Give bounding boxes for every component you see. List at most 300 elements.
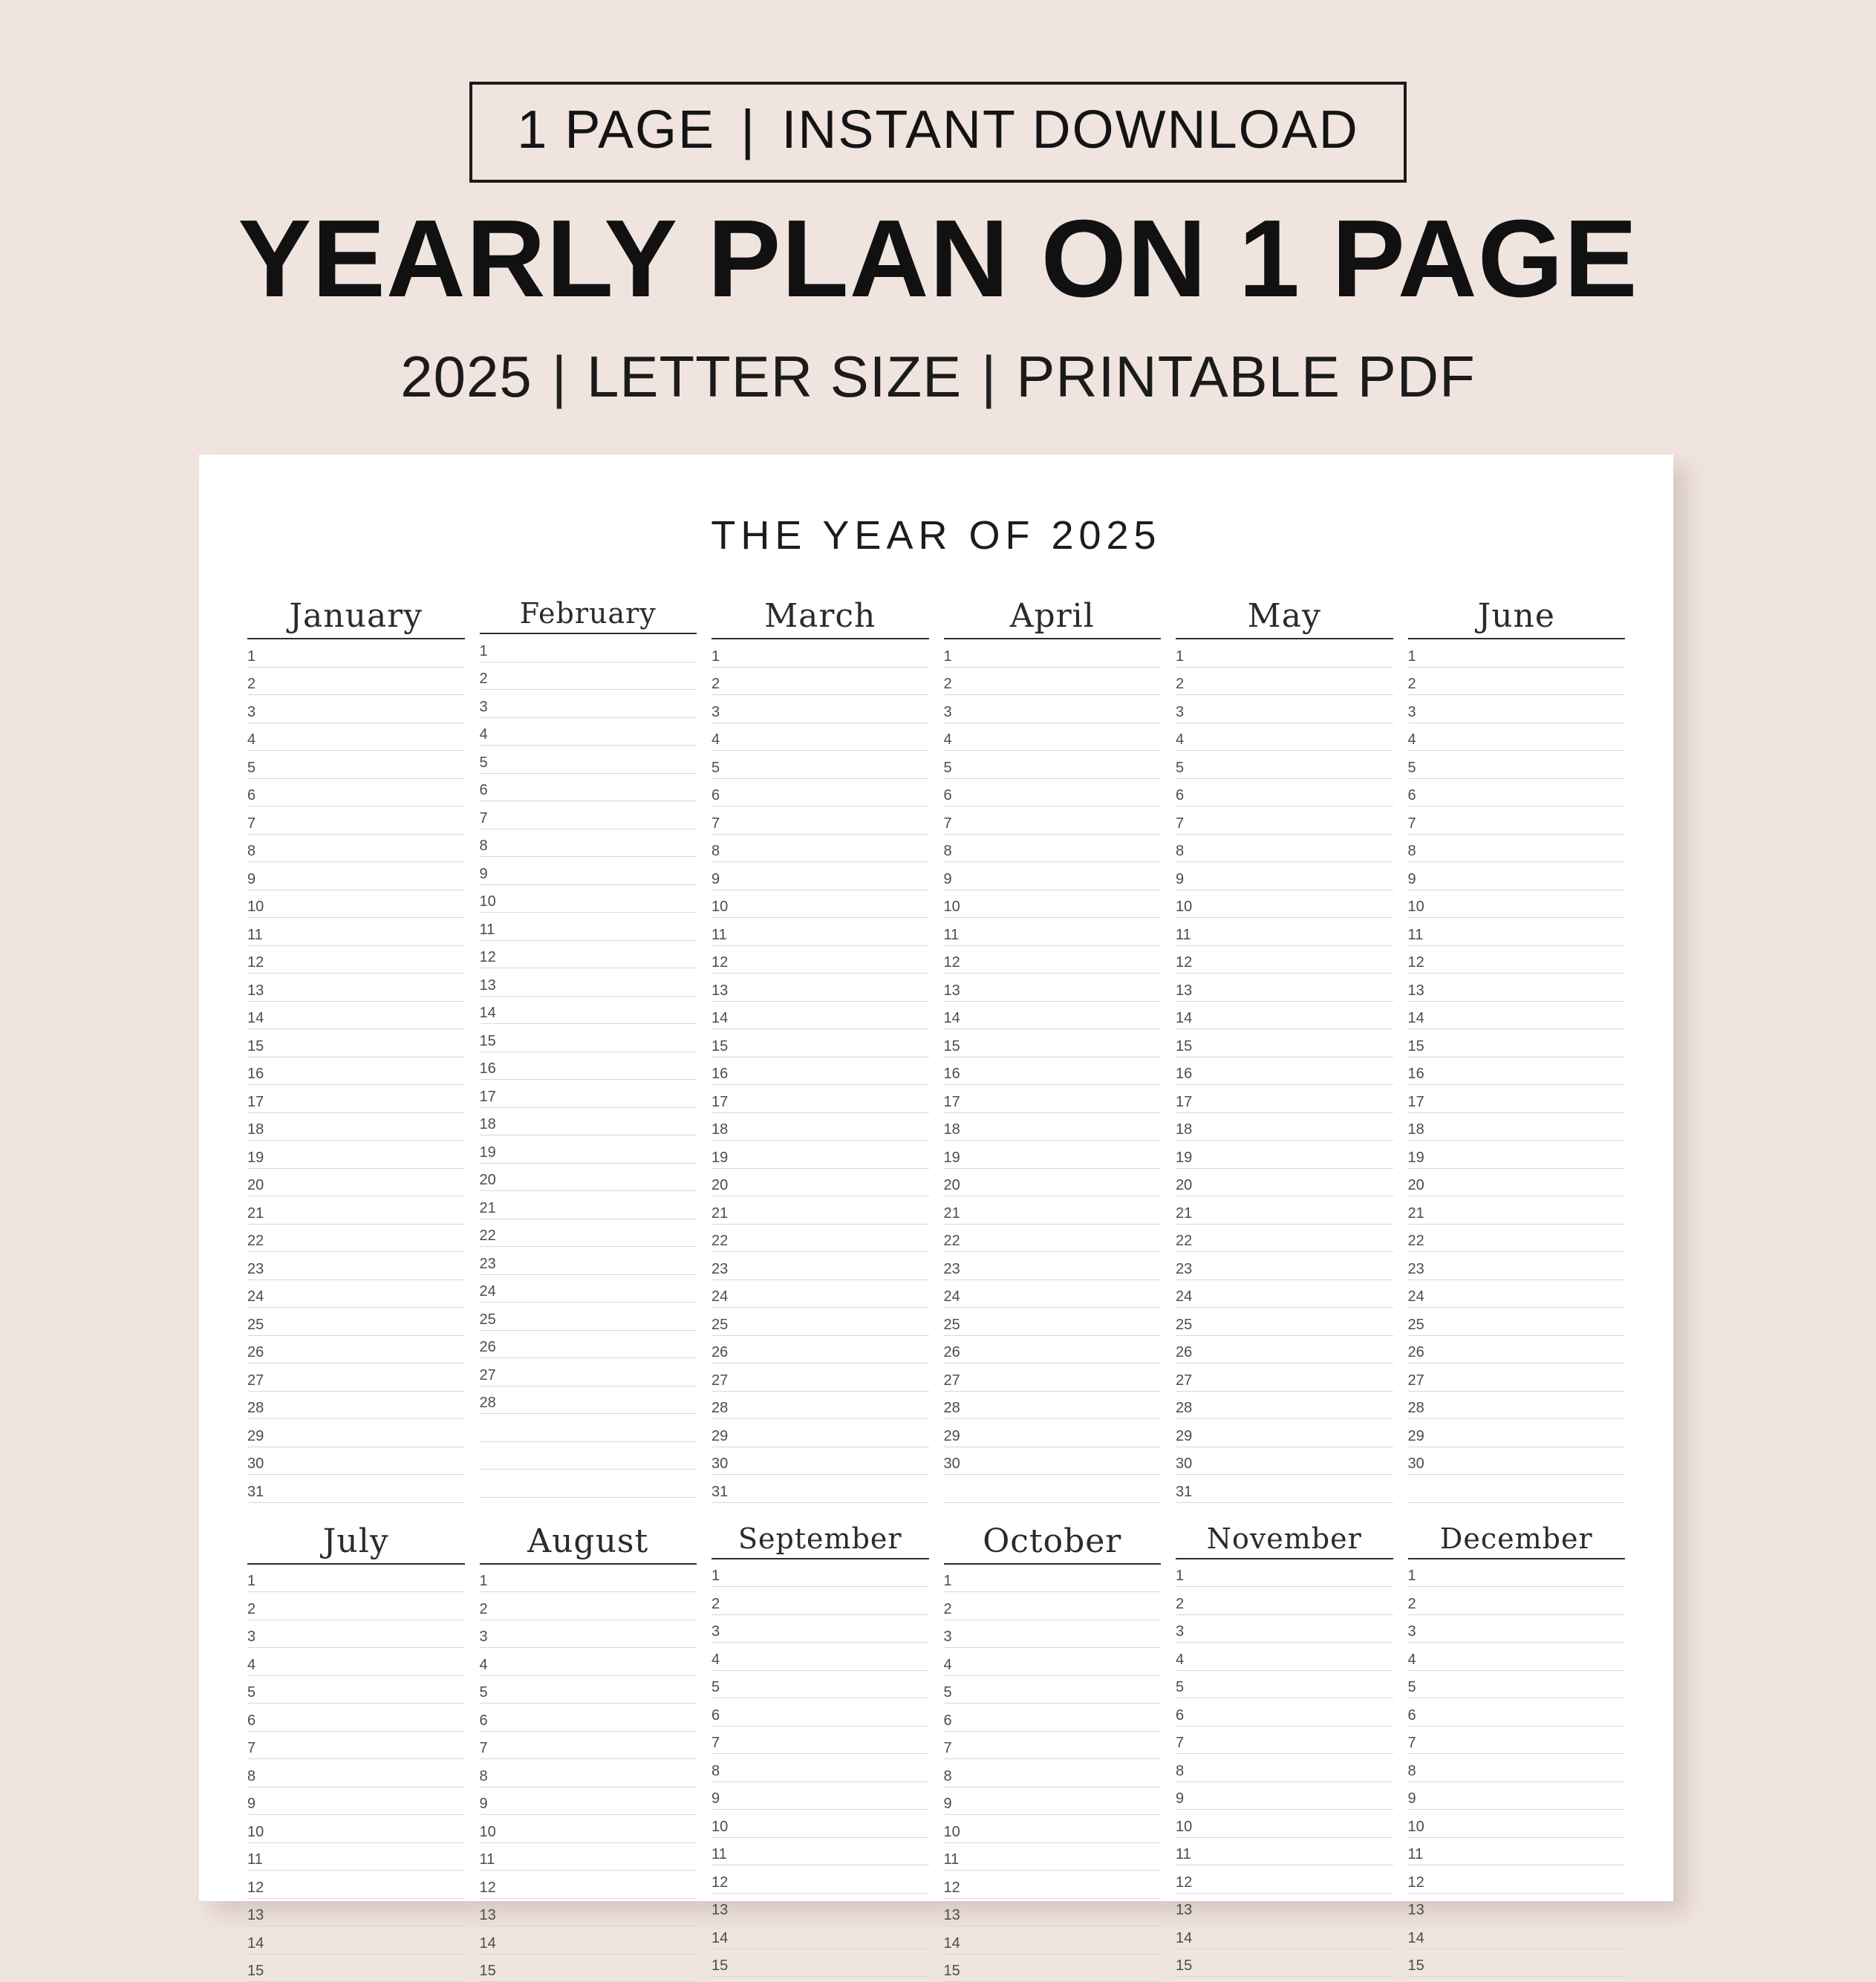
- day-number: 22: [711, 1233, 737, 1251]
- day-row[interactable]: [1408, 1810, 1626, 1838]
- day-number: 5: [1408, 1680, 1433, 1698]
- day-row[interactable]: [247, 1759, 465, 1787]
- day-row[interactable]: [711, 1252, 929, 1280]
- day-row[interactable]: [480, 746, 697, 774]
- day-row[interactable]: [944, 1002, 1162, 1030]
- promo-badge-box: [469, 82, 1406, 183]
- day-row[interactable]: [247, 890, 465, 919]
- day-row[interactable]: [1176, 1782, 1393, 1810]
- day-row[interactable]: [1176, 1336, 1393, 1364]
- day-row[interactable]: [944, 668, 1162, 696]
- day-row[interactable]: [247, 806, 465, 835]
- day-row[interactable]: [711, 1419, 929, 1447]
- day-row[interactable]: [711, 1894, 929, 1922]
- day-row[interactable]: [247, 1336, 465, 1364]
- day-row[interactable]: [480, 857, 697, 885]
- day-row[interactable]: [711, 806, 929, 835]
- day-row[interactable]: [1408, 1392, 1626, 1420]
- day-row[interactable]: [1408, 1029, 1626, 1057]
- day-row[interactable]: [1408, 1754, 1626, 1782]
- day-row[interactable]: [480, 1219, 697, 1248]
- day-number: 15: [1408, 1958, 1433, 1976]
- day-row[interactable]: [711, 1838, 929, 1866]
- day-row[interactable]: [247, 1169, 465, 1197]
- day-row[interactable]: [1176, 1615, 1393, 1643]
- day-row[interactable]: [711, 1196, 929, 1225]
- day-row[interactable]: [247, 1196, 465, 1225]
- day-row[interactable]: [1408, 1363, 1626, 1392]
- day-row[interactable]: [1176, 862, 1393, 890]
- day-row[interactable]: [1408, 1698, 1626, 1727]
- day-row[interactable]: [711, 1727, 929, 1755]
- day-number: 31: [711, 1484, 737, 1502]
- day-row[interactable]: [944, 835, 1162, 863]
- day-row[interactable]: [711, 668, 929, 696]
- day-row[interactable]: [944, 1336, 1162, 1364]
- day-row[interactable]: [944, 1620, 1162, 1649]
- day-row[interactable]: [1408, 1225, 1626, 1253]
- day-row[interactable]: [944, 639, 1162, 668]
- day-row[interactable]: [1176, 1252, 1393, 1280]
- day-row[interactable]: [1408, 1002, 1626, 1030]
- day-row[interactable]: [711, 862, 929, 890]
- day-row[interactable]: [711, 1141, 929, 1169]
- day-row[interactable]: [711, 1865, 929, 1894]
- day-number: 24: [711, 1289, 737, 1307]
- day-row[interactable]: [480, 1135, 697, 1164]
- day-row[interactable]: [1176, 946, 1393, 974]
- day-row[interactable]: [480, 968, 697, 997]
- day-row[interactable]: [480, 1080, 697, 1108]
- day-row[interactable]: [1408, 723, 1626, 752]
- day-row[interactable]: [1408, 639, 1626, 668]
- day-row[interactable]: [1408, 1643, 1626, 1671]
- day-row[interactable]: [247, 779, 465, 807]
- day-row[interactable]: [711, 1113, 929, 1141]
- day-row[interactable]: [1176, 1727, 1393, 1755]
- day-number: 27: [480, 1368, 505, 1386]
- day-row[interactable]: [480, 1926, 697, 1955]
- day-row[interactable]: [480, 1331, 697, 1359]
- day-row[interactable]: [944, 1565, 1162, 1593]
- day-row[interactable]: [1176, 1587, 1393, 1615]
- day-row[interactable]: [711, 1921, 929, 1949]
- day-row[interactable]: [480, 1275, 697, 1303]
- day-row[interactable]: [480, 1108, 697, 1136]
- day-row[interactable]: [247, 1280, 465, 1308]
- day-row[interactable]: [1408, 1280, 1626, 1308]
- day-row[interactable]: [1408, 1865, 1626, 1894]
- day-row[interactable]: [1176, 890, 1393, 919]
- day-row[interactable]: [711, 1559, 929, 1588]
- day-row[interactable]: [1408, 668, 1626, 696]
- day-row[interactable]: [944, 1029, 1162, 1057]
- day-row[interactable]: [1408, 1141, 1626, 1169]
- day-row[interactable]: [480, 801, 697, 829]
- day-row[interactable]: [480, 718, 697, 746]
- day-row[interactable]: [1176, 974, 1393, 1002]
- day-row[interactable]: [711, 1754, 929, 1782]
- day-row[interactable]: [1176, 695, 1393, 723]
- day-row[interactable]: [944, 1225, 1162, 1253]
- day-row[interactable]: [1176, 1280, 1393, 1308]
- day-row[interactable]: [1176, 639, 1393, 668]
- day-row[interactable]: [1408, 1727, 1626, 1755]
- day-row[interactable]: [247, 974, 465, 1002]
- day-number: 24: [1408, 1289, 1433, 1307]
- day-row[interactable]: [944, 1141, 1162, 1169]
- day-row[interactable]: [480, 1358, 697, 1386]
- day-row[interactable]: [944, 1419, 1162, 1447]
- day-number: 11: [480, 1852, 505, 1870]
- day-row[interactable]: [711, 1225, 929, 1253]
- day-row[interactable]: [1408, 1559, 1626, 1588]
- day-row[interactable]: [1176, 1029, 1393, 1057]
- day-row[interactable]: [1408, 974, 1626, 1002]
- day-row[interactable]: [247, 1704, 465, 1732]
- day-row[interactable]: [480, 1704, 697, 1732]
- day-row[interactable]: [944, 1732, 1162, 1760]
- day-row[interactable]: [247, 1648, 465, 1676]
- day-row[interactable]: [1408, 1085, 1626, 1113]
- day-row[interactable]: [711, 1475, 929, 1503]
- day-row[interactable]: [480, 1676, 697, 1704]
- day-row[interactable]: [1408, 1921, 1626, 1949]
- day-row[interactable]: [1408, 1169, 1626, 1197]
- day-row[interactable]: [1176, 1754, 1393, 1782]
- day-row[interactable]: [1408, 1252, 1626, 1280]
- day-row[interactable]: [711, 946, 929, 974]
- day-row[interactable]: [944, 723, 1162, 752]
- day-row[interactable]: [247, 1252, 465, 1280]
- day-row[interactable]: [480, 1732, 697, 1760]
- day-row[interactable]: [247, 1843, 465, 1871]
- day-row[interactable]: [247, 695, 465, 723]
- day-row[interactable]: [711, 695, 929, 723]
- day-row[interactable]: [711, 723, 929, 752]
- day-row[interactable]: [1176, 1475, 1393, 1503]
- day-row[interactable]: [480, 774, 697, 802]
- day-row[interactable]: [1408, 1113, 1626, 1141]
- day-row[interactable]: [247, 1871, 465, 1899]
- day-row[interactable]: [1176, 1392, 1393, 1420]
- day-row[interactable]: [944, 1899, 1162, 1927]
- day-row[interactable]: [1176, 1643, 1393, 1671]
- day-row[interactable]: [1176, 1838, 1393, 1866]
- day-row[interactable]: [1176, 1363, 1393, 1392]
- day-row[interactable]: [944, 1648, 1162, 1676]
- day-row[interactable]: [247, 862, 465, 890]
- day-row[interactable]: [480, 1787, 697, 1816]
- day-row[interactable]: [1176, 1002, 1393, 1030]
- day-row[interactable]: [711, 1308, 929, 1336]
- day-row[interactable]: [711, 1002, 929, 1030]
- day-row[interactable]: [1176, 1894, 1393, 1922]
- day-row[interactable]: [1176, 1113, 1393, 1141]
- day-row[interactable]: [711, 1280, 929, 1308]
- day-row[interactable]: [944, 1196, 1162, 1225]
- day-row[interactable]: [1176, 1671, 1393, 1699]
- day-row[interactable]: [944, 974, 1162, 1002]
- day-number: 25: [247, 1317, 273, 1335]
- day-row[interactable]: [247, 1057, 465, 1086]
- day-number: 9: [944, 872, 969, 890]
- day-row[interactable]: [247, 1447, 465, 1476]
- day-row[interactable]: [944, 1252, 1162, 1280]
- day-row[interactable]: [247, 1926, 465, 1955]
- day-number: 19: [711, 1150, 737, 1168]
- day-row[interactable]: [247, 1955, 465, 1982]
- day-row[interactable]: [1176, 1169, 1393, 1197]
- day-row[interactable]: [247, 946, 465, 974]
- day-row[interactable]: [944, 806, 1162, 835]
- day-row[interactable]: [944, 1676, 1162, 1704]
- day-row[interactable]: [944, 1113, 1162, 1141]
- day-row[interactable]: [1408, 1615, 1626, 1643]
- day-row[interactable]: [480, 1899, 697, 1927]
- day-row[interactable]: [480, 1386, 697, 1415]
- day-row[interactable]: [711, 918, 929, 946]
- day-row[interactable]: [480, 885, 697, 913]
- day-row[interactable]: [944, 1057, 1162, 1086]
- day-row[interactable]: [711, 1085, 929, 1113]
- day-row[interactable]: [247, 668, 465, 696]
- day-number: 17: [480, 1089, 505, 1107]
- day-row[interactable]: [711, 1447, 929, 1476]
- day-row[interactable]: [711, 1810, 929, 1838]
- day-row[interactable]: [711, 1336, 929, 1364]
- day-row[interactable]: [247, 723, 465, 752]
- day-row[interactable]: [1408, 806, 1626, 835]
- day-row[interactable]: [944, 1926, 1162, 1955]
- day-number: 14: [1408, 1011, 1433, 1029]
- day-row[interactable]: [1176, 1085, 1393, 1113]
- day-row[interactable]: [247, 1419, 465, 1447]
- day-row[interactable]: [247, 1815, 465, 1843]
- day-row[interactable]: [1176, 1559, 1393, 1588]
- day-row[interactable]: [711, 835, 929, 863]
- day-row[interactable]: [1408, 1419, 1626, 1447]
- day-row[interactable]: [711, 1782, 929, 1810]
- day-row[interactable]: [1176, 1419, 1393, 1447]
- day-row[interactable]: [711, 890, 929, 919]
- day-row[interactable]: [480, 1164, 697, 1192]
- day-row[interactable]: [711, 1949, 929, 1978]
- day-row[interactable]: [247, 1475, 465, 1503]
- month-name: April: [944, 597, 1162, 639]
- day-row[interactable]: [944, 918, 1162, 946]
- day-row[interactable]: [480, 1759, 697, 1787]
- day-row[interactable]: [1176, 835, 1393, 863]
- day-row[interactable]: [480, 1191, 697, 1219]
- day-row[interactable]: [247, 1363, 465, 1392]
- day-row[interactable]: [1176, 1865, 1393, 1894]
- day-row[interactable]: [944, 1363, 1162, 1392]
- day-row[interactable]: [1176, 1810, 1393, 1838]
- day-row[interactable]: [1408, 835, 1626, 863]
- day-row[interactable]: [247, 1565, 465, 1593]
- day-row[interactable]: [1408, 1587, 1626, 1615]
- day-row[interactable]: [480, 941, 697, 969]
- day-row[interactable]: [1408, 695, 1626, 723]
- day-row[interactable]: [247, 1308, 465, 1336]
- day-row[interactable]: [1408, 1838, 1626, 1866]
- day-number: 4: [944, 1657, 969, 1675]
- day-row[interactable]: [1176, 668, 1393, 696]
- day-row[interactable]: [944, 1392, 1162, 1420]
- day-row[interactable]: [944, 1447, 1162, 1476]
- day-number: 27: [944, 1373, 969, 1391]
- day-row[interactable]: [1408, 1336, 1626, 1364]
- day-row[interactable]: [1176, 1698, 1393, 1727]
- day-number: 5: [247, 760, 273, 778]
- day-number: 11: [944, 1852, 969, 1870]
- day-row[interactable]: [480, 829, 697, 858]
- day-row[interactable]: [944, 1815, 1162, 1843]
- day-row[interactable]: [944, 1308, 1162, 1336]
- day-row[interactable]: [711, 1615, 929, 1643]
- day-number: 1: [480, 1574, 505, 1591]
- day-row[interactable]: [247, 835, 465, 863]
- day-row[interactable]: [1176, 723, 1393, 752]
- day-row[interactable]: [1408, 946, 1626, 974]
- day-row[interactable]: [247, 1592, 465, 1620]
- day-row[interactable]: [1408, 1308, 1626, 1336]
- day-row[interactable]: [247, 1732, 465, 1760]
- day-row[interactable]: [1176, 1447, 1393, 1476]
- day-row[interactable]: [1408, 779, 1626, 807]
- day-row[interactable]: [480, 1247, 697, 1275]
- day-row[interactable]: [944, 946, 1162, 974]
- day-row[interactable]: [247, 1899, 465, 1927]
- day-row[interactable]: [247, 1002, 465, 1030]
- day-row[interactable]: [944, 751, 1162, 779]
- day-row[interactable]: [480, 634, 697, 662]
- day-row[interactable]: [480, 1648, 697, 1676]
- day-row[interactable]: [711, 779, 929, 807]
- day-row[interactable]: [1408, 1782, 1626, 1810]
- day-row[interactable]: [247, 751, 465, 779]
- day-row[interactable]: [480, 1843, 697, 1871]
- day-row[interactable]: [944, 1843, 1162, 1871]
- day-row[interactable]: [944, 1280, 1162, 1308]
- day-row[interactable]: [944, 1787, 1162, 1816]
- day-row[interactable]: [247, 1029, 465, 1057]
- day-row[interactable]: [711, 974, 929, 1002]
- day-row[interactable]: [1176, 1308, 1393, 1336]
- day-number: 8: [1408, 844, 1433, 861]
- day-row[interactable]: [247, 1676, 465, 1704]
- day-row[interactable]: [247, 1113, 465, 1141]
- day-row[interactable]: [711, 1643, 929, 1671]
- day-row[interactable]: [480, 1815, 697, 1843]
- day-row[interactable]: [1408, 918, 1626, 946]
- day-row[interactable]: [247, 1085, 465, 1113]
- day-row[interactable]: [944, 890, 1162, 919]
- day-row[interactable]: [480, 997, 697, 1025]
- day-row[interactable]: [711, 639, 929, 668]
- day-row[interactable]: [1176, 1921, 1393, 1949]
- day-row[interactable]: [1176, 1949, 1393, 1978]
- day-row[interactable]: [1176, 779, 1393, 807]
- sheet-title: THE YEAR OF 2025: [199, 512, 1673, 558]
- day-row[interactable]: [247, 639, 465, 668]
- day-row[interactable]: [944, 1085, 1162, 1113]
- day-row[interactable]: [711, 1587, 929, 1615]
- day-row[interactable]: [944, 1704, 1162, 1732]
- day-row[interactable]: [944, 1955, 1162, 1982]
- day-row[interactable]: [247, 918, 465, 946]
- day-number: 14: [1176, 1931, 1201, 1949]
- day-row[interactable]: [1408, 1196, 1626, 1225]
- day-row[interactable]: [480, 913, 697, 941]
- day-row[interactable]: [1408, 751, 1626, 779]
- day-row[interactable]: [711, 751, 929, 779]
- day-row[interactable]: [711, 1057, 929, 1086]
- day-row[interactable]: [247, 1141, 465, 1169]
- month-column-may: [1176, 597, 1393, 1503]
- day-row[interactable]: [1408, 890, 1626, 919]
- day-row[interactable]: [944, 1592, 1162, 1620]
- day-row[interactable]: [711, 1671, 929, 1699]
- day-row[interactable]: [944, 1169, 1162, 1197]
- day-row[interactable]: [944, 695, 1162, 723]
- day-row[interactable]: [247, 1620, 465, 1649]
- day-row[interactable]: [247, 1787, 465, 1816]
- day-row[interactable]: [711, 1029, 929, 1057]
- day-row[interactable]: [247, 1225, 465, 1253]
- day-row[interactable]: [480, 1303, 697, 1331]
- day-row[interactable]: [944, 1871, 1162, 1899]
- day-number: 7: [1408, 816, 1433, 834]
- day-row[interactable]: [480, 662, 697, 691]
- day-number: 20: [480, 1173, 505, 1190]
- day-row[interactable]: [1408, 1894, 1626, 1922]
- day-number: 4: [1408, 732, 1433, 750]
- day-row[interactable]: [711, 1392, 929, 1420]
- day-number: 12: [1176, 1875, 1201, 1893]
- day-row[interactable]: [1176, 918, 1393, 946]
- day-row[interactable]: [711, 1698, 929, 1727]
- day-row[interactable]: [480, 1955, 697, 1982]
- day-row[interactable]: [480, 1052, 697, 1080]
- day-row[interactable]: [1176, 806, 1393, 835]
- day-row[interactable]: [1408, 1949, 1626, 1978]
- day-row[interactable]: [711, 1169, 929, 1197]
- day-row[interactable]: [480, 1620, 697, 1649]
- day-row[interactable]: [1176, 751, 1393, 779]
- day-row[interactable]: [1408, 1057, 1626, 1086]
- day-row[interactable]: [1176, 1057, 1393, 1086]
- day-row[interactable]: [944, 862, 1162, 890]
- day-row[interactable]: [480, 1592, 697, 1620]
- day-row[interactable]: [711, 1363, 929, 1392]
- day-row[interactable]: [1176, 1225, 1393, 1253]
- day-number: 13: [247, 983, 273, 1001]
- day-row[interactable]: [1176, 1141, 1393, 1169]
- day-row[interactable]: [480, 1871, 697, 1899]
- day-row[interactable]: [247, 1392, 465, 1420]
- day-row[interactable]: [1408, 1447, 1626, 1476]
- day-row[interactable]: [944, 1759, 1162, 1787]
- day-row[interactable]: [1176, 1196, 1393, 1225]
- day-row[interactable]: [480, 690, 697, 718]
- day-row[interactable]: [480, 1024, 697, 1052]
- day-row[interactable]: [1408, 1671, 1626, 1699]
- day-row[interactable]: [1408, 862, 1626, 890]
- day-row[interactable]: [480, 1565, 697, 1593]
- day-row[interactable]: [944, 779, 1162, 807]
